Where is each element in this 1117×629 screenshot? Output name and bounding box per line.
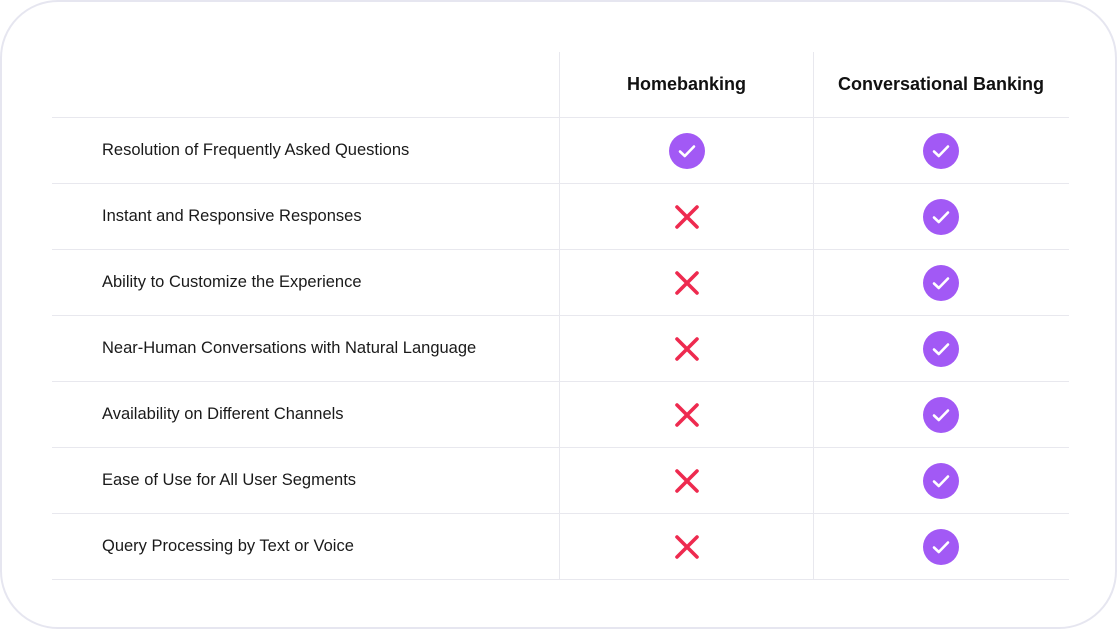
feature-label: Availability on Different Channels (52, 382, 560, 447)
table-row (52, 382, 1069, 448)
cross-icon (674, 270, 700, 296)
conversational-banking-cell (814, 514, 1068, 579)
check-icon (923, 133, 959, 169)
homebanking-cell (560, 250, 814, 315)
homebanking-cell (560, 118, 814, 183)
comparison-table (52, 52, 1069, 580)
table-row (52, 316, 1069, 382)
table-header-row (52, 52, 1069, 118)
table-row (52, 448, 1069, 514)
cross-icon (674, 336, 700, 362)
check-icon (923, 331, 959, 367)
feature-label: Instant and Responsive Responses (52, 184, 560, 249)
homebanking-cell (560, 184, 814, 249)
header-conversational-banking-label: Conversational Banking (837, 74, 1045, 94)
feature-label: Query Processing by Text or Voice (52, 514, 560, 579)
conversational-banking-cell (814, 448, 1068, 513)
check-icon (923, 265, 959, 301)
table-row (52, 250, 1069, 316)
check-icon (669, 133, 705, 169)
feature-label: Ease of Use for All User Segments (52, 448, 560, 513)
conversational-banking-cell (814, 316, 1068, 381)
conversational-banking-cell (814, 250, 1068, 315)
check-icon (923, 463, 959, 499)
header-homebanking-label: Homebanking (626, 74, 746, 94)
cross-icon (674, 468, 700, 494)
homebanking-cell (560, 316, 814, 381)
homebanking-cell (560, 514, 814, 579)
conversational-banking-cell (814, 184, 1068, 249)
check-icon (923, 199, 959, 235)
conversational-banking-cell (814, 382, 1068, 447)
table-row (52, 514, 1069, 580)
feature-label: Ability to Customize the Experience (52, 250, 560, 315)
table-row (52, 184, 1069, 250)
cross-icon (674, 534, 700, 560)
homebanking-cell (560, 382, 814, 447)
header-empty-cell (52, 52, 560, 117)
feature-label: Near-Human Conversations with Natural Language (52, 316, 560, 381)
header-homebanking (560, 52, 814, 117)
cross-icon (674, 402, 700, 428)
check-icon (923, 397, 959, 433)
table-body (52, 118, 1069, 580)
table-row (52, 118, 1069, 184)
homebanking-cell (560, 448, 814, 513)
conversational-banking-cell (814, 118, 1068, 183)
cross-icon (674, 204, 700, 230)
feature-label: Resolution of Frequently Asked Questions (52, 118, 560, 183)
header-conversational-banking (814, 52, 1068, 117)
check-icon (923, 529, 959, 565)
